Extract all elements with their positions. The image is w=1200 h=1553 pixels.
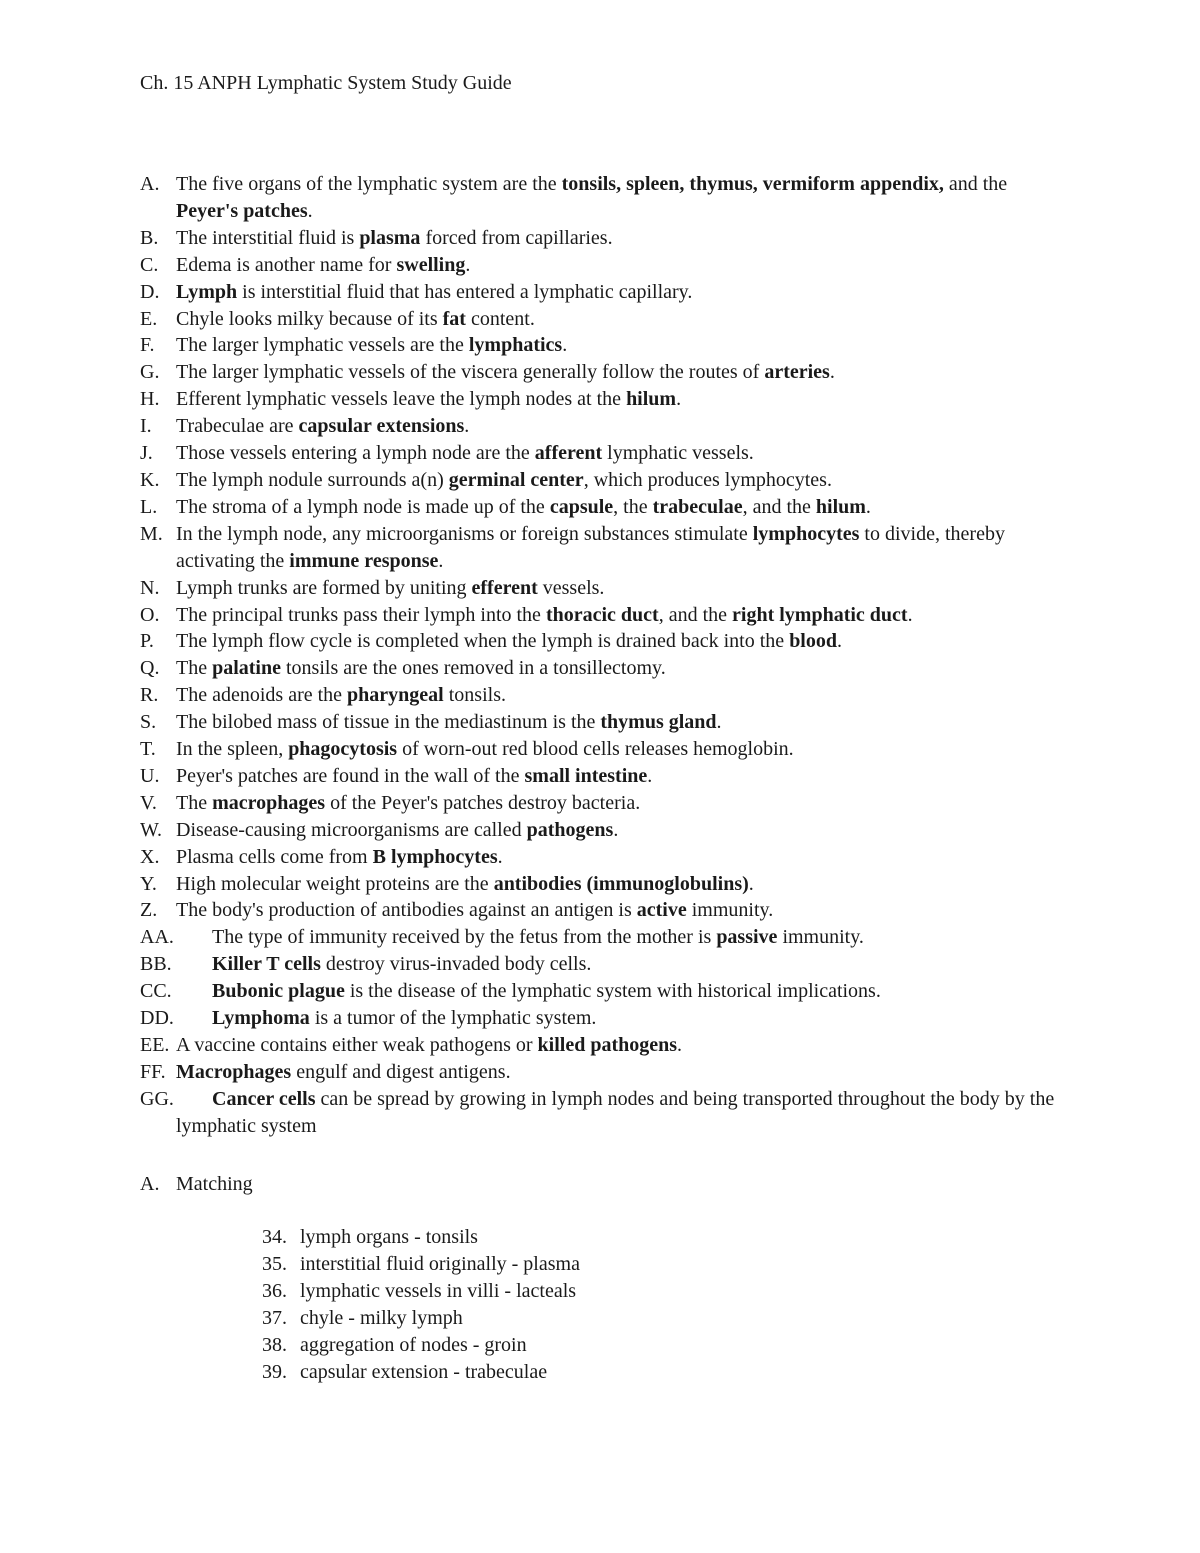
item-text-segment: Edema is another name for [176, 253, 397, 276]
item-text [140, 467, 1070, 494]
item-text [140, 602, 1070, 629]
item-text-segment: destroy virus-invaded body cells. [320, 953, 592, 976]
answer-term: Killer T cells [212, 953, 321, 976]
item-text [140, 817, 1070, 844]
list-item [140, 655, 1070, 682]
list-item [140, 252, 1070, 279]
matching-text: aggregation of nodes - groin [300, 1334, 527, 1356]
list-item [140, 1086, 1070, 1140]
item-text-segment: . [562, 334, 568, 357]
item-text [140, 655, 1070, 682]
answer-term: efferent [471, 576, 538, 599]
matching-text: capsular extension - trabeculae [300, 1361, 548, 1383]
item-label: BB. [140, 953, 172, 976]
item-label: H. [140, 388, 160, 411]
answer-term: right lymphatic duct [732, 603, 908, 626]
section-label: A. [140, 1173, 160, 1195]
matching-text: lymph organs - tonsils [300, 1226, 478, 1248]
item-text-segment: tonsils. [443, 684, 506, 707]
item-text-segment: The [176, 657, 213, 680]
item-text [140, 440, 1070, 467]
answer-term: Peyer's patches [176, 199, 308, 222]
item-text-segment: lymphatic vessels. [602, 442, 754, 465]
item-text-segment: A vaccine contains either weak pathogens or [176, 1034, 538, 1056]
item-text-segment: . [438, 549, 444, 572]
item-text-segment: The principal trunks pass their lymph into the [176, 603, 546, 626]
answer-term: thoracic duct [545, 603, 659, 626]
item-text-segment: , and the [742, 495, 816, 518]
item-text [140, 924, 1070, 951]
item-text-segment: , which produces lymphocytes. [583, 468, 832, 491]
answer-term: capsule [549, 495, 614, 518]
item-text-segment: Those vessels entering a lymph node are the [176, 442, 535, 465]
item-label: Z. [140, 899, 158, 922]
item-text-segment: In the lymph node, any microorganisms or foreign substances stimulate [176, 522, 753, 545]
item-text [140, 1059, 1070, 1086]
item-label: K. [140, 468, 160, 491]
item-label: S. [140, 711, 157, 734]
item-text-segment: . [716, 711, 722, 734]
list-item [140, 306, 1070, 333]
item-label: R. [140, 684, 159, 707]
item-text [140, 951, 1070, 978]
page-title: Ch. 15 ANPH Lymphatic System Study Guide [140, 72, 512, 94]
item-label: EE. [140, 1034, 170, 1056]
answer-term: swelling [396, 253, 466, 276]
answer-term: tonsils, spleen, thymus, vermiform appendix, [561, 173, 944, 195]
matching-item [262, 1305, 580, 1332]
item-text-segment: to divide, thereby activating the [176, 522, 1005, 572]
answer-term: blood [789, 630, 837, 653]
list-item [140, 897, 1070, 924]
item-label: FF. [140, 1060, 166, 1083]
matching-item [262, 1278, 580, 1305]
item-text-segment: content. [465, 307, 535, 330]
item-text-segment: . [497, 845, 503, 868]
item-text-segment: . [307, 199, 313, 222]
matching-number: 36. [262, 1280, 287, 1302]
item-label: Q. [140, 657, 160, 680]
item-text-segment: tonsils are the ones removed in a tonsillectomy. [281, 657, 666, 680]
list-item [140, 225, 1070, 252]
answer-term: passive [716, 926, 778, 949]
item-text [140, 897, 1070, 924]
item-text-segment: Trabeculae are [176, 415, 299, 438]
answer-term: hilum [815, 495, 866, 518]
answer-term: capsular extensions [298, 415, 465, 438]
item-text-segment: Peyer's patches are found in the wall of the [176, 764, 525, 787]
item-label: G. [140, 361, 160, 384]
item-text [140, 1032, 1070, 1059]
answer-term: antibodies (immunoglobulins) [493, 872, 749, 895]
list-item [140, 494, 1070, 521]
matching-number: 34. [262, 1226, 287, 1248]
item-text-segment: is a tumor of the lymphatic system. [309, 1007, 597, 1030]
list-item [140, 709, 1070, 736]
answer-term: trabeculae [652, 495, 743, 518]
answer-term: germinal center [448, 468, 584, 491]
item-text-segment: . [829, 361, 835, 384]
answer-term: Macrophages [176, 1060, 292, 1083]
matching-number: 39. [262, 1361, 287, 1383]
item-label: B. [140, 226, 159, 249]
answer-term: thymus gland [600, 711, 717, 734]
matching-number: 35. [262, 1253, 287, 1275]
matching-number: 38. [262, 1334, 287, 1356]
item-text-segment: Lymph trunks are formed by uniting [176, 576, 472, 599]
answer-term: pathogens [526, 818, 614, 841]
list-item [140, 978, 1070, 1005]
item-text-segment: immunity. [777, 926, 864, 949]
item-text-segment: . [837, 630, 842, 653]
item-text-segment: The larger lymphatic vessels of the viscera generally follow the routes of [176, 361, 765, 384]
item-text [140, 736, 1070, 763]
list-item [140, 924, 1070, 951]
item-text-segment: In the spleen, [176, 738, 289, 761]
list-item [140, 1059, 1070, 1086]
item-text-segment: High molecular weight proteins are the [176, 872, 494, 895]
item-label: GG. [140, 1087, 174, 1110]
item-label: J. [140, 442, 153, 465]
item-text-segment: is the disease of the lymphatic system with historical implications. [344, 980, 881, 1003]
item-label: X. [140, 845, 160, 868]
item-text-segment: . [865, 495, 871, 518]
list-item [140, 844, 1070, 871]
item-text-segment: forced from capillaries. [420, 226, 613, 249]
item-text [140, 359, 1070, 386]
item-text-segment: of worn-out red blood cells releases hemoglobin. [397, 738, 794, 761]
item-text-segment: The adenoids are the [176, 684, 348, 707]
list-item [140, 628, 1070, 655]
list-item [140, 817, 1070, 844]
item-text-segment: The stroma of a lymph node is made up of the [176, 495, 550, 518]
item-text-segment: The [176, 791, 213, 814]
list-item [140, 467, 1070, 494]
answer-term: Bubonic plague [212, 980, 345, 1003]
item-text [140, 171, 1070, 225]
list-item [140, 386, 1070, 413]
list-item [140, 951, 1070, 978]
item-text [140, 709, 1070, 736]
item-label: A. [140, 173, 160, 195]
answer-term: pharyngeal [347, 684, 444, 707]
list-item [140, 871, 1070, 898]
item-text [140, 1086, 1070, 1140]
item-text-segment: The interstitial fluid is [176, 226, 360, 249]
list-item [140, 1005, 1070, 1032]
item-text-segment: , the [613, 495, 653, 518]
item-text-segment: Efferent lymphatic vessels leave the lymph nodes at the [176, 388, 627, 411]
item-text-segment: The lymph nodule surrounds a(n) [176, 468, 449, 491]
item-label: Y. [140, 872, 157, 895]
item-label: L. [140, 495, 158, 518]
list-item [140, 413, 1070, 440]
answer-term: Lymph [176, 280, 238, 303]
answer-term: afferent [534, 442, 603, 465]
matching-text: interstitial fluid originally - plasma [300, 1253, 580, 1275]
section-title: Matching [176, 1173, 253, 1195]
item-label: U. [140, 764, 160, 787]
item-text [140, 682, 1070, 709]
item-text [140, 413, 1070, 440]
item-text-segment: . [465, 253, 471, 276]
matching-number: 37. [262, 1307, 287, 1329]
answer-term: Cancer cells [212, 1087, 316, 1110]
list-item [140, 279, 1070, 306]
item-text [140, 790, 1070, 817]
answer-term: active [636, 899, 687, 922]
item-label: DD. [140, 1007, 174, 1030]
item-text-segment: . [676, 388, 682, 411]
list-item [140, 332, 1070, 359]
list-item [140, 736, 1070, 763]
answer-term: arteries [764, 361, 830, 384]
item-text [140, 628, 1070, 655]
item-label: C. [140, 253, 159, 276]
answer-term: fat [442, 307, 466, 330]
item-text [140, 844, 1070, 871]
answer-term: plasma [359, 226, 421, 249]
item-text [140, 1005, 1070, 1032]
answer-term: immune response [289, 549, 439, 572]
item-text-segment: and the [943, 173, 1008, 195]
matching-list [262, 1224, 580, 1386]
item-text-segment: Disease-causing microorganisms are called [176, 818, 527, 841]
item-text-segment: The five organs of the lymphatic system are the [176, 173, 562, 195]
item-text [140, 978, 1070, 1005]
item-text-segment: The body's production of antibodies against an antigen is [176, 899, 637, 922]
answer-term: B lymphocytes [372, 845, 498, 868]
list-item [140, 602, 1070, 629]
item-label: F. [140, 334, 155, 357]
item-text [140, 332, 1070, 359]
list-item [140, 171, 1070, 225]
list-item [140, 1032, 1070, 1059]
item-text-segment: engulf and digest antigens. [291, 1060, 511, 1083]
item-text-segment: . [677, 1034, 683, 1056]
item-text-segment: . [464, 415, 470, 438]
item-text [140, 386, 1070, 413]
item-text [140, 575, 1070, 602]
answer-term: hilum [626, 388, 677, 411]
list-item [140, 359, 1070, 386]
item-text-segment: . [647, 764, 653, 787]
item-text-segment: Chyle looks milky because of its [176, 307, 443, 330]
item-text-segment: . [907, 603, 913, 626]
matching-section-heading [140, 1171, 253, 1198]
item-label: D. [140, 280, 160, 303]
item-text-segment: The type of immunity received by the fetus from the mother is [212, 926, 717, 949]
item-label: CC. [140, 980, 172, 1003]
list-item [140, 575, 1070, 602]
item-text-segment: The bilobed mass of tissue in the mediastinum is the [176, 711, 601, 734]
item-text-segment: . [748, 872, 754, 895]
study-guide-list [140, 171, 1070, 1140]
answer-term: Lymphoma [212, 1007, 310, 1030]
item-text [140, 871, 1070, 898]
item-label: V. [140, 791, 157, 814]
item-label: N. [140, 576, 160, 599]
list-item [140, 521, 1070, 575]
item-text-segment: immunity. [686, 899, 774, 922]
item-text [140, 494, 1070, 521]
answer-term: macrophages [212, 791, 326, 814]
item-text-segment: The lymph flow cycle is completed when the lymph is drained back into the [176, 630, 790, 653]
matching-item [262, 1224, 580, 1251]
item-text-segment: is interstitial fluid that has entered a lymphatic capillary. [237, 280, 693, 303]
matching-item [262, 1332, 580, 1359]
item-label: E. [140, 307, 158, 330]
answer-term: phagocytosis [288, 738, 398, 761]
item-label: T. [140, 738, 156, 761]
item-label: I. [140, 415, 152, 438]
item-text-segment: , and the [658, 603, 733, 626]
item-label: AA. [140, 926, 174, 949]
item-text [140, 521, 1070, 575]
item-text [140, 279, 1070, 306]
list-item [140, 440, 1070, 467]
answer-term: lymphocytes [752, 522, 860, 545]
list-item [140, 790, 1070, 817]
item-text [140, 225, 1070, 252]
item-text-segment: . [613, 818, 619, 841]
item-text-segment: vessels. [537, 576, 605, 599]
item-text-segment: can be spread by growing in lymph nodes and being transported throughout the body by the lymphatic system [176, 1087, 1055, 1137]
item-label: P. [140, 630, 154, 653]
item-text [140, 252, 1070, 279]
answer-term: lymphatics [468, 334, 563, 357]
answer-term: palatine [212, 657, 281, 680]
matching-text: lymphatic vessels in villi - lacteals [300, 1280, 577, 1302]
list-item [140, 682, 1070, 709]
matching-item [262, 1251, 580, 1278]
matching-text: chyle - milky lymph [300, 1307, 463, 1329]
item-text-segment: Plasma cells come from [176, 845, 373, 868]
item-label: W. [140, 818, 163, 841]
list-item [140, 763, 1070, 790]
item-text-segment: The larger lymphatic vessels are the [176, 334, 469, 357]
matching-item [262, 1359, 580, 1386]
item-text [140, 306, 1070, 333]
answer-term: killed pathogens [537, 1034, 678, 1056]
item-label: M. [140, 522, 163, 545]
item-text [140, 763, 1070, 790]
item-label: O. [140, 603, 160, 626]
answer-term: small intestine [524, 764, 648, 787]
item-text-segment: of the Peyer's patches destroy bacteria. [325, 791, 641, 814]
